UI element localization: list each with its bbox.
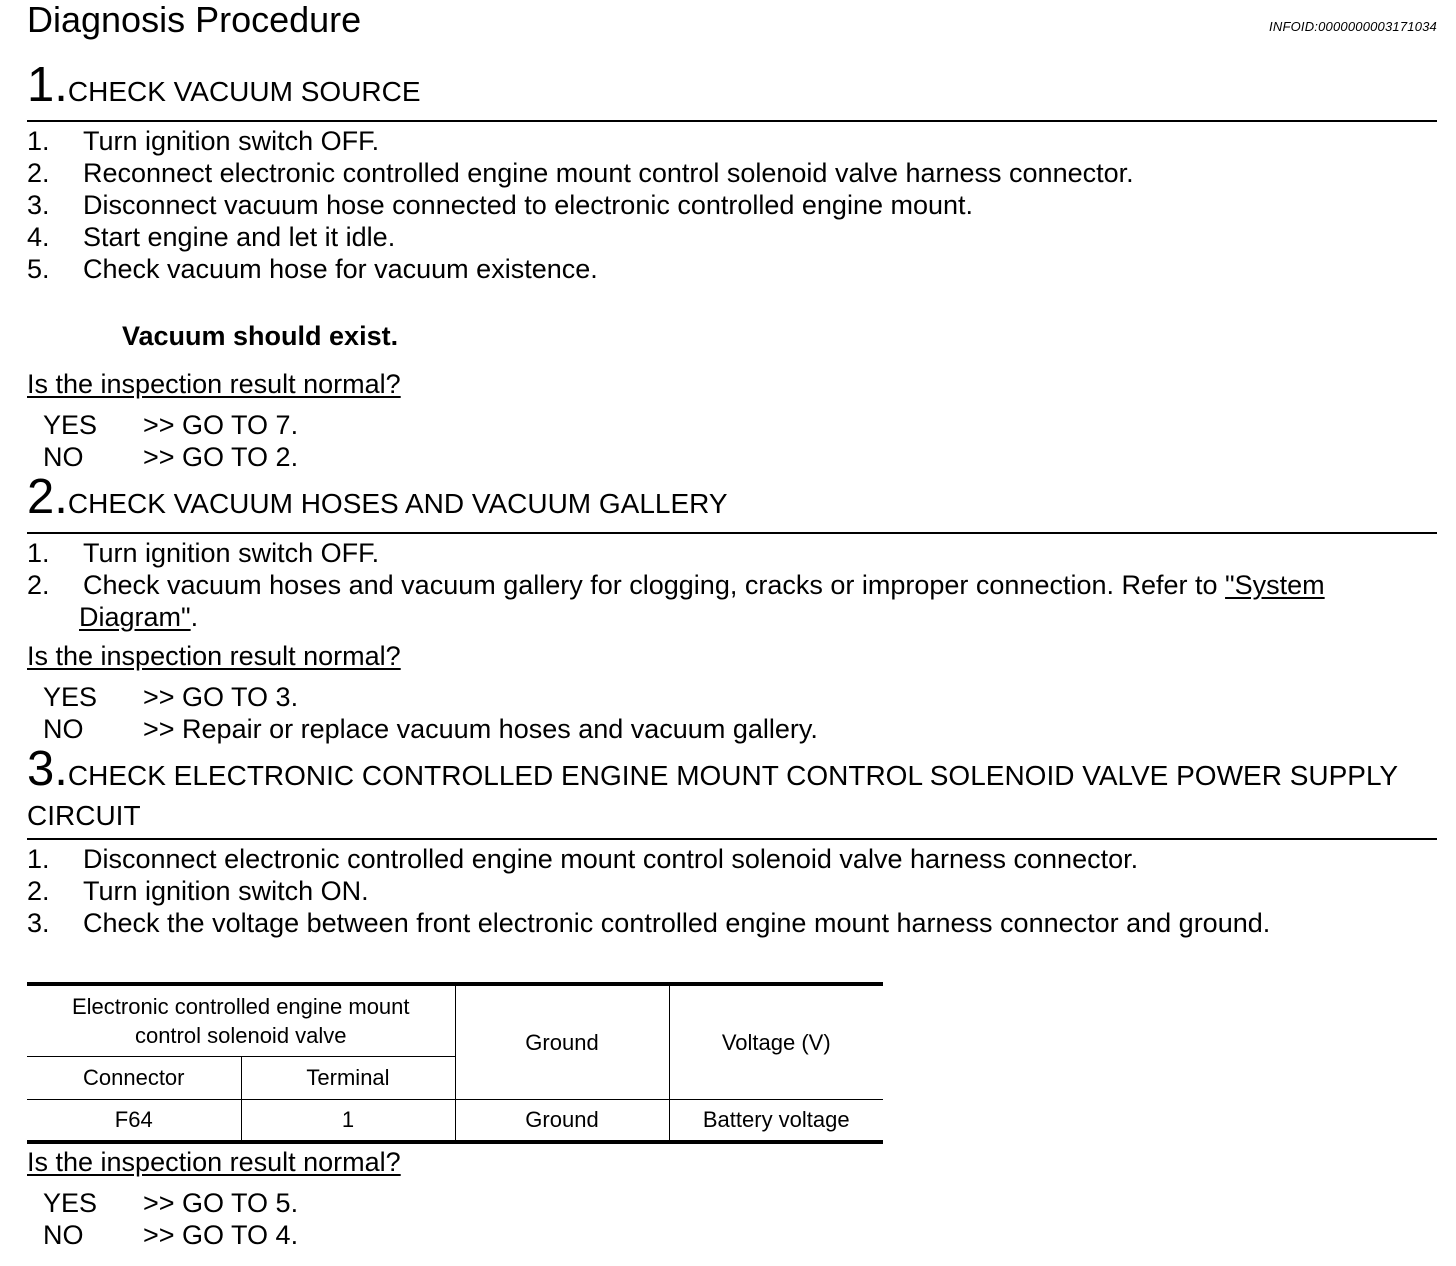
step-2-divider — [27, 532, 1437, 534]
table-row — [27, 1100, 883, 1143]
step-1-yes-action[interactable]: >> GO TO 7. — [143, 410, 299, 440]
step-3-item-3-text: Check the voltage between front electronic controlled engine mount harness connector and ground. — [83, 908, 1271, 938]
step-3-title-line-2: CIRCUIT — [27, 800, 141, 831]
step-1-heading — [27, 60, 421, 110]
step-2-yes-label: YES — [43, 682, 98, 712]
step-3-no-label: NO — [43, 1220, 84, 1250]
step-3-question: Is the inspection result normal? — [27, 1147, 401, 1177]
table-group-header — [27, 984, 455, 1057]
step-3-no-action[interactable]: >> GO TO 4. — [143, 1220, 299, 1250]
step-1-question: Is the inspection result normal? — [27, 369, 401, 399]
step-1-item-3-number: 3. — [27, 190, 50, 220]
table-group-header-line-2: control solenoid valve — [134, 1023, 347, 1048]
step-2-item-1-number: 1. — [27, 538, 50, 568]
step-2-item-2-text-end: . — [190, 602, 199, 632]
table-header-ground: Ground — [455, 984, 669, 1100]
system-diagram-link-part-1[interactable]: "System — [1225, 570, 1325, 600]
step-3-yes-action[interactable]: >> GO TO 5. — [143, 1188, 299, 1218]
page-title: Diagnosis Procedure — [27, 0, 362, 40]
step-2-item-2-text-main: Check vacuum hoses and vacuum gallery for clogging, cracks or improper connection. Refer to — [83, 570, 1226, 600]
step-3-title-line-1: CHECK ELECTRONIC CONTROLLED ENGINE MOUNT CONTROL SOLENOID VALVE POWER SUPPLY — [67, 760, 1399, 791]
step-3-yes-label: YES — [43, 1188, 98, 1218]
step-2-item-1-text: Turn ignition switch OFF. — [83, 538, 380, 568]
step-1-item-4-text: Start engine and let it idle. — [83, 222, 396, 252]
step-1-note: Vacuum should exist. — [122, 321, 399, 351]
table-header-terminal: Terminal — [241, 1057, 455, 1100]
step-2-number: 2. — [27, 470, 68, 524]
step-1-yes-label: YES — [43, 410, 98, 440]
step-3-heading — [27, 744, 1398, 794]
table-cell-connector: F64 — [27, 1100, 241, 1143]
step-3-item-1-number: 1. — [27, 844, 50, 874]
table-header-connector: Connector — [27, 1057, 241, 1100]
system-diagram-link-part-2[interactable]: Diagram" — [79, 602, 191, 632]
step-1-item-1-text: Turn ignition switch OFF. — [83, 126, 380, 156]
step-1-item-5-number: 5. — [27, 254, 50, 284]
step-3-item-3-number: 3. — [27, 908, 50, 938]
table-cell-terminal: 1 — [241, 1100, 455, 1143]
step-3-divider — [27, 838, 1437, 840]
voltage-spec-table — [27, 982, 883, 1144]
step-2-item-2-text-continued — [79, 601, 198, 633]
step-3-number: 3. — [27, 742, 68, 796]
step-1-item-2-number: 2. — [27, 158, 50, 188]
step-1-item-2-text: Reconnect electronic controlled engine mount control solenoid valve harness connector. — [83, 158, 1134, 188]
step-1-item-5-text: Check vacuum hose for vacuum existence. — [83, 254, 598, 284]
step-1-item-4-number: 4. — [27, 222, 50, 252]
step-3-item-2-number: 2. — [27, 876, 50, 906]
step-1-no-label: NO — [43, 442, 84, 472]
step-1-item-3-text: Disconnect vacuum hose connected to electronic controlled engine mount. — [83, 190, 974, 220]
table-group-header-line-1: Electronic controlled engine mount — [71, 994, 410, 1019]
step-2-no-action: >> Repair or replace vacuum hoses and vacuum gallery. — [143, 714, 818, 744]
step-2-item-2-text — [83, 569, 1325, 601]
step-2-title: CHECK VACUUM HOSES AND VACUUM GALLERY — [67, 488, 728, 519]
step-1-item-1-number: 1. — [27, 126, 50, 156]
step-3-item-2-text: Turn ignition switch ON. — [83, 876, 369, 906]
step-1-title: CHECK VACUUM SOURCE — [67, 76, 421, 107]
table-cell-voltage: Battery voltage — [669, 1100, 883, 1143]
step-2-yes-action[interactable]: >> GO TO 3. — [143, 682, 299, 712]
step-3-item-1-text: Disconnect electronic controlled engine mount control solenoid valve harness connector. — [83, 844, 1139, 874]
step-1-divider — [27, 120, 1437, 122]
info-id: INFOID:0000000003171034 — [1269, 19, 1437, 34]
table-cell-ground: Ground — [455, 1100, 669, 1143]
step-1-number: 1. — [27, 58, 68, 112]
step-2-no-label: NO — [43, 714, 84, 744]
step-2-heading — [27, 472, 728, 522]
step-1-no-action[interactable]: >> GO TO 2. — [143, 442, 299, 472]
table-header-voltage: Voltage (V) — [669, 984, 883, 1100]
step-2-question: Is the inspection result normal? — [27, 641, 401, 671]
step-2-item-2-number: 2. — [27, 570, 50, 600]
